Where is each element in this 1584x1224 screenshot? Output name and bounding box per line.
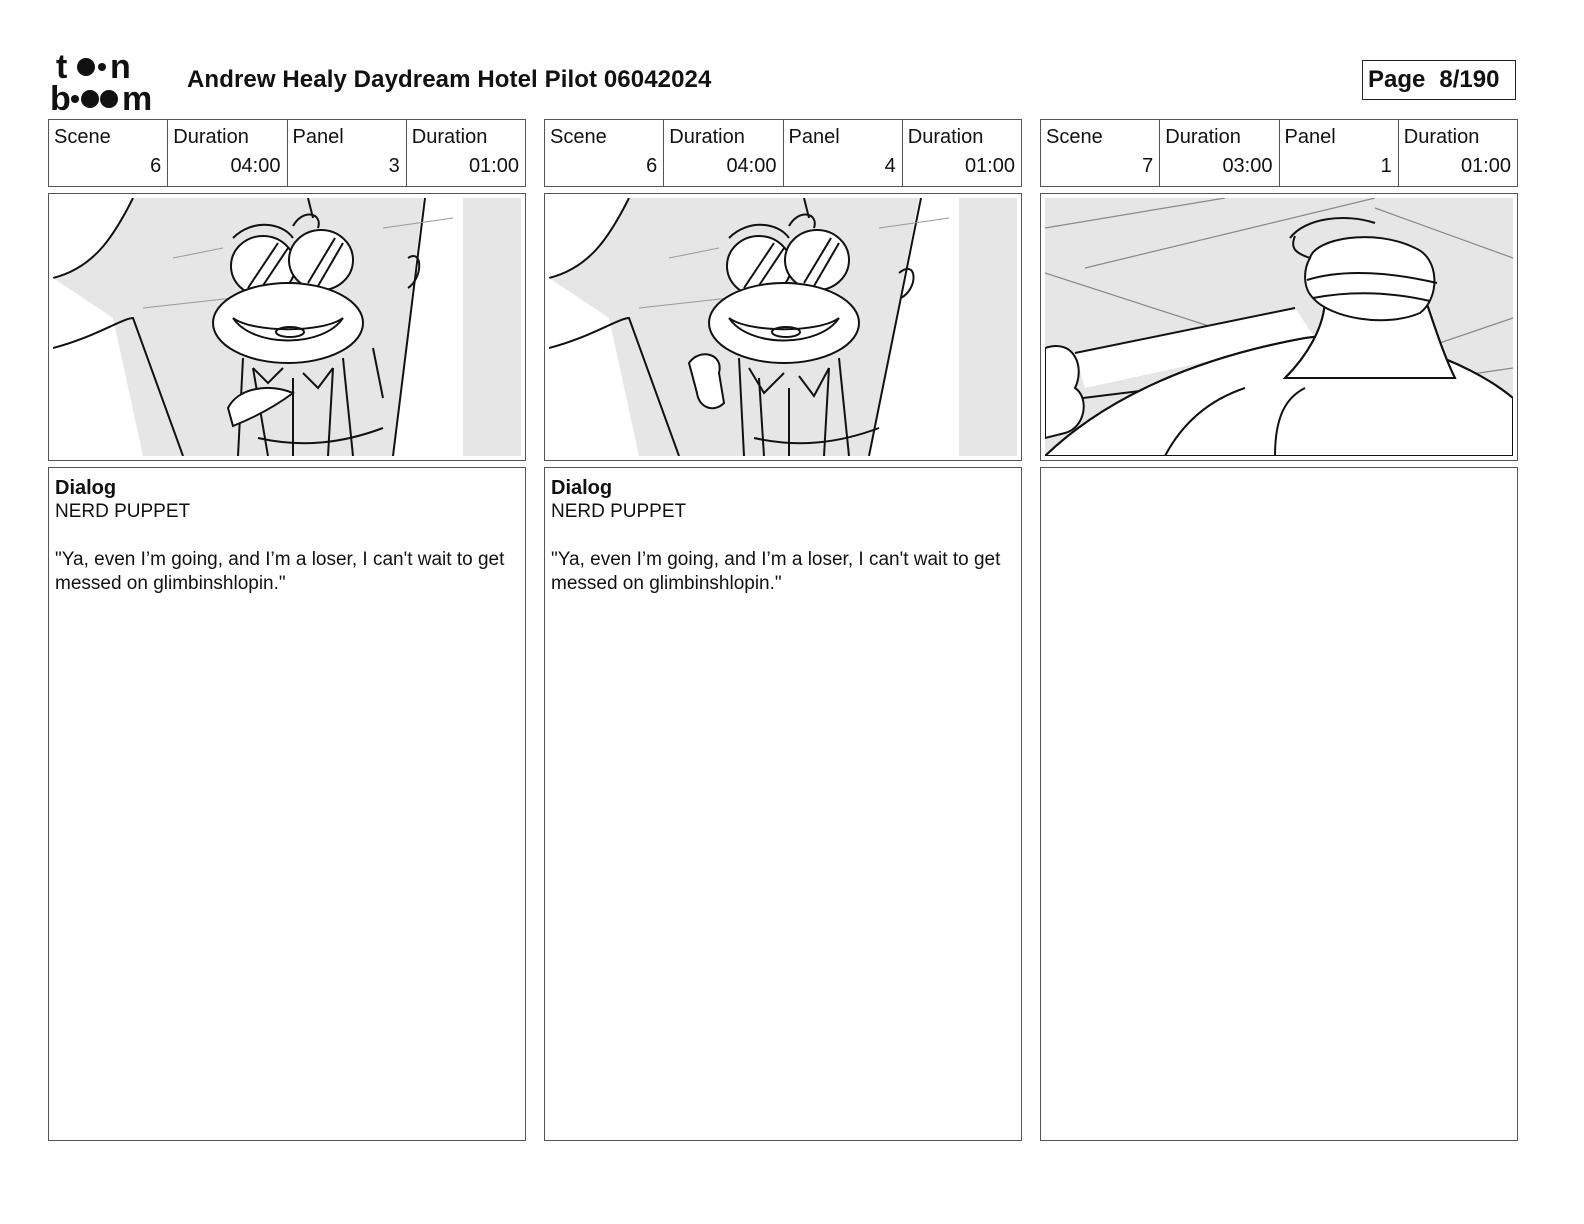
scene-value: 7 <box>1142 155 1154 177</box>
panel-label: Panel <box>788 126 840 148</box>
scene-cell <box>1041 120 1160 186</box>
scene-label: Scene <box>550 126 607 148</box>
panel-column-1 <box>48 119 526 1141</box>
svg-text:n: n <box>110 50 131 86</box>
panel-value: 4 <box>884 155 896 177</box>
scene-value: 6 <box>646 155 658 177</box>
panel-duration-value: 01:00 <box>468 155 519 177</box>
panel-duration-cell <box>1399 120 1517 186</box>
scene-cell <box>49 120 168 186</box>
svg-text:b: b <box>50 80 71 114</box>
page-number: 8/190 <box>1439 66 1500 93</box>
panel-cell <box>784 120 903 186</box>
duration-label: Duration <box>411 126 488 148</box>
page-indicator <box>1362 60 1516 100</box>
duration-label: Duration <box>173 126 249 148</box>
panel-column-3 <box>1040 119 1518 1141</box>
dialog-line: "Ya, even I’m going, and I’m a loser, I can't wait to get messed on glimbinshlopin." <box>551 549 1001 594</box>
document-title: Andrew Healy Daydream Hotel Pilot 06042024 <box>187 66 712 93</box>
dialog-character: NERD PUPPET <box>551 501 687 522</box>
scene-duration-cell <box>1160 120 1279 186</box>
scene-label: Scene <box>54 126 111 148</box>
panel-duration-value: 01:00 <box>964 155 1015 177</box>
dialog-header: Dialog <box>55 477 117 499</box>
scene-duration-value: 03:00 <box>1222 155 1273 177</box>
panel-value: 3 <box>388 155 400 177</box>
sketch-image-nerd-puppet <box>53 198 521 456</box>
toon-boom-logo <box>50 50 164 114</box>
panel-column-2 <box>544 119 1022 1141</box>
dialog-character: NERD PUPPET <box>55 501 191 522</box>
storyboard-frame <box>544 193 1022 461</box>
panel-info-row <box>1040 119 1518 187</box>
page-label: Page <box>1368 66 1426 93</box>
svg-text:t: t <box>56 50 68 86</box>
scene-label: Scene <box>1046 126 1103 148</box>
panel-cell <box>288 120 407 186</box>
panel-info-row <box>48 119 526 187</box>
dialog-line: "Ya, even I’m going, and I’m a loser, I can't wait to get messed on glimbinshlopin." <box>55 549 505 594</box>
panel-info-row <box>544 119 1022 187</box>
panel-cell <box>1280 120 1399 186</box>
panel-label: Panel <box>1284 126 1336 148</box>
storyboard-frame <box>48 193 526 461</box>
scene-duration-cell <box>168 120 287 186</box>
notes-box <box>1040 467 1518 1141</box>
panel-value: 1 <box>1380 155 1392 177</box>
dialog-header: Dialog <box>551 477 613 499</box>
scene-duration-value: 04:00 <box>230 155 281 177</box>
panel-duration-value: 01:00 <box>1460 155 1511 177</box>
sketch-image-nerd-puppet <box>549 198 1017 456</box>
panel-duration-cell <box>903 120 1021 186</box>
svg-text:m: m <box>122 80 153 114</box>
scene-cell <box>545 120 664 186</box>
scene-duration-cell <box>664 120 783 186</box>
panel-duration-cell <box>407 120 525 186</box>
duration-label: Duration <box>669 126 745 148</box>
duration-label: Duration <box>907 126 984 148</box>
scene-value: 6 <box>150 155 162 177</box>
storyboard-frame <box>1040 193 1518 461</box>
notes-box <box>48 467 526 1141</box>
sketch-image-arm-reaching <box>1045 198 1513 456</box>
scene-duration-value: 04:00 <box>726 155 777 177</box>
duration-label: Duration <box>1403 126 1480 148</box>
duration-label: Duration <box>1165 126 1241 148</box>
notes-box <box>544 467 1022 1141</box>
panel-label: Panel <box>292 126 344 148</box>
